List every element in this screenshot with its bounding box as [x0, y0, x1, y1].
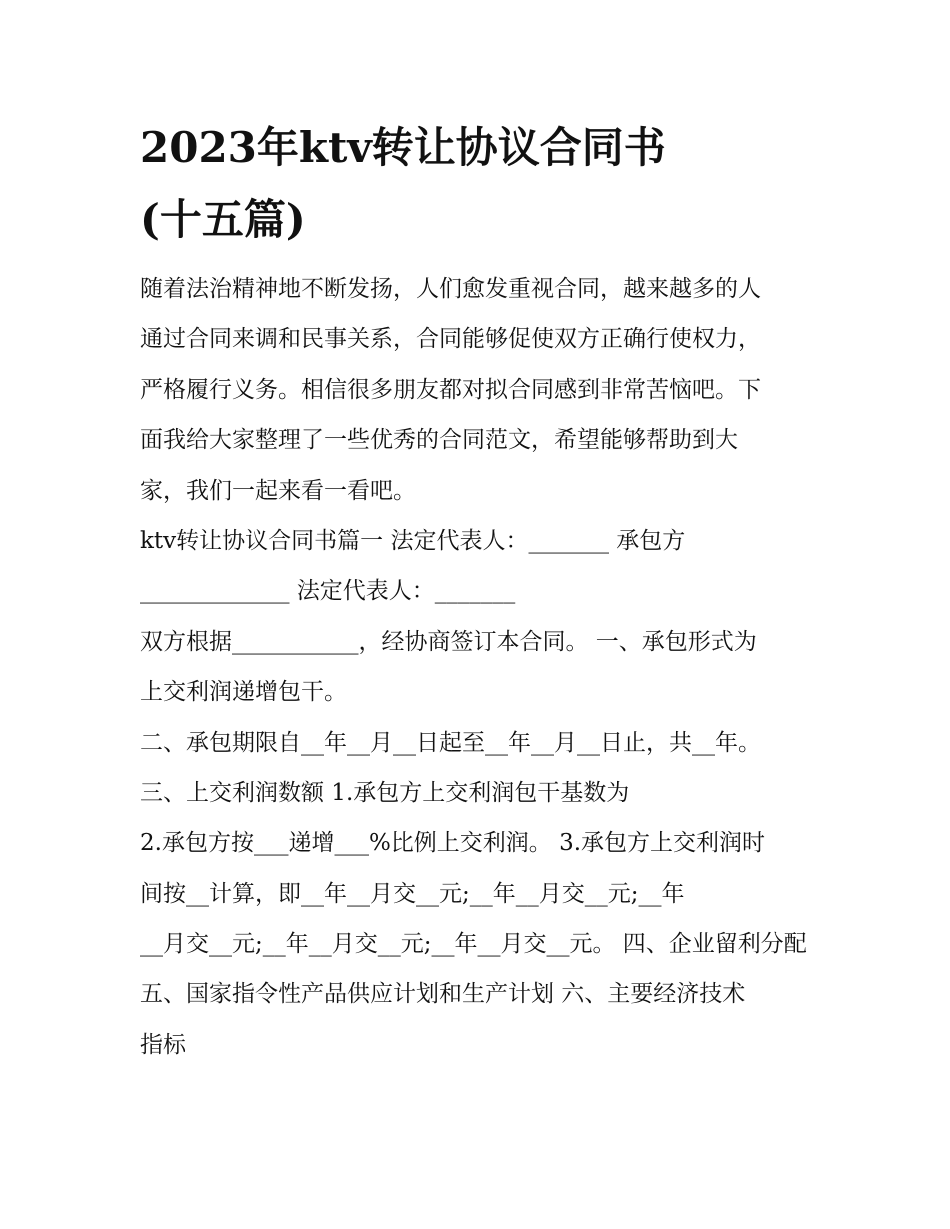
body-line-8: 双方根据___________，经协商签订本合同。 一、承包形式为: [140, 628, 757, 655]
title-line-1: 2023年ktv转让协议合同书: [140, 123, 666, 172]
body-line-5: 家，我们一起来看一看吧。: [140, 477, 416, 504]
body-line-11: 三、上交利润数额 1.承包方上交利润包干基数为: [140, 779, 630, 806]
body-line-13: 间按__计算，即__年__月交__元;__年__月交__元;__年: [140, 880, 685, 907]
body-line-7: _____________ 法定代表人：_______: [140, 578, 516, 605]
document-body: [140, 264, 820, 1070]
body-line-6: ktv转让协议合同书篇一 法定代表人：_______ 承包方: [140, 527, 686, 554]
document-page: [140, 118, 820, 1070]
body-line-4: 面我给大家整理了一些优秀的合同范文，希望能够帮助到大: [140, 427, 738, 454]
document-title: [140, 118, 820, 250]
body-line-1: 随着法治精神地不断发扬，人们愈发重视合同，越来越多的人: [140, 276, 761, 302]
body-line-9: 上交利润递增包干。: [140, 679, 347, 706]
body-line-15: 五、国家指令性产品供应计划和生产计划 六、主要经济技术: [140, 981, 746, 1008]
body-line-16: 指标: [140, 1031, 186, 1058]
body-line-2: 通过合同来调和民事关系，合同能够促使双方正确行使权力，: [140, 326, 761, 353]
body-line-10: 二、承包期限自__年__月__日起至__年__月__日止，共__年。: [140, 729, 761, 756]
body-line-12: 2.承包方按___递增___%比例上交利润。 3.承包方上交利润时: [140, 830, 766, 857]
body-line-3: 严格履行义务。相信很多朋友都对拟合同感到非常苦恼吧。下: [140, 376, 761, 403]
body-line-14: __月交__元;__年__月交__元;__年__月交__元。 四、企业留利分配: [140, 931, 807, 958]
title-line-2: (十五篇): [140, 195, 306, 244]
